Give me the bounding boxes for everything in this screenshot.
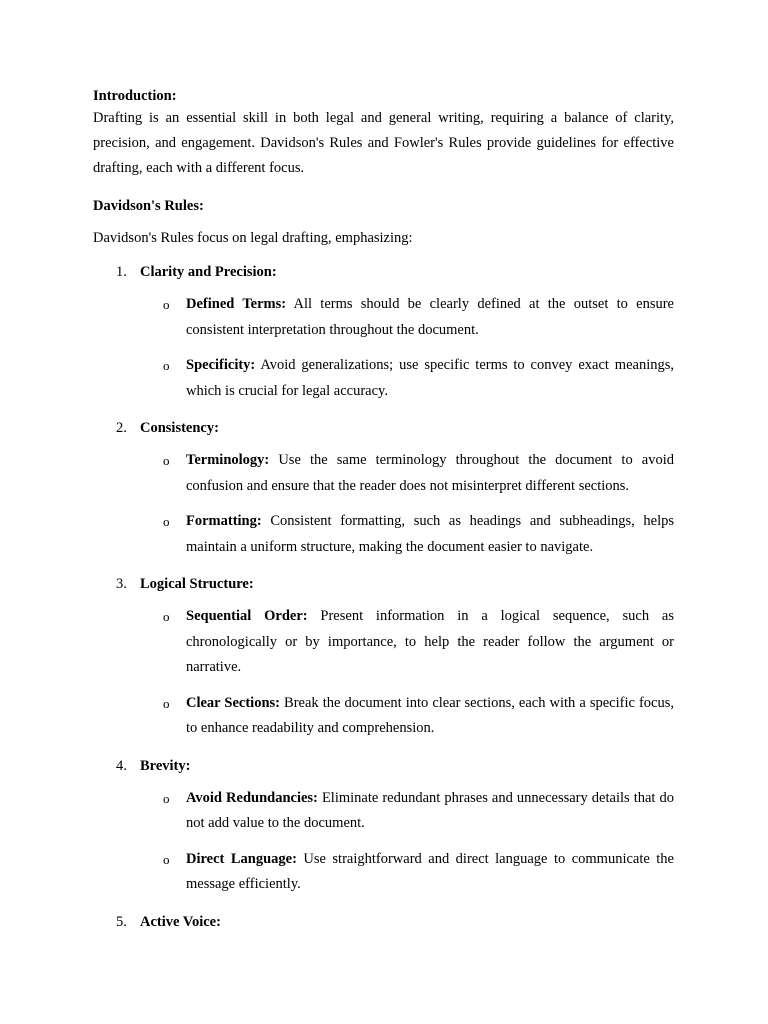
davidson-intro: Davidson's Rules focus on legal drafting, emphasizing: [93, 230, 413, 246]
sub-point-body: Break the document into clear sections, each with a specific focus, to enhance readability and comprehension. [186, 694, 674, 736]
sub-point [93, 691, 674, 742]
sub-point-body: Use straightforward and direct language to communicate the message efficiently. [186, 850, 674, 892]
rule-number: 3. [116, 576, 127, 592]
rule-title: Consistency: [140, 420, 219, 436]
sub-point-label: Direct Language: [186, 850, 297, 867]
bullet-icon: o [163, 695, 170, 711]
bullet-icon: o [163, 453, 170, 468]
sub-point [93, 847, 674, 898]
bullet-icon: o [163, 790, 170, 806]
rule-item [93, 756, 674, 898]
sub-point [93, 292, 674, 343]
sub-point-label: Defined Terms: [186, 296, 287, 312]
sub-point-label: Avoid Redundancies: [186, 789, 318, 806]
rule-item [93, 262, 674, 404]
intro-paragraph: Drafting is an essential skill in both legal and general writing, requiring a balance of clarity, precision, and engagement. Davidson's Rules and Fowler's Rules provide guidelines for effective drafting, each with a different focus. [93, 110, 674, 176]
sub-point-body: Use the same terminology throughout the document to avoid confusion and ensure that the reader does not misinterpret different sections. [186, 452, 674, 494]
sub-point-list [93, 604, 674, 742]
sub-point-text [186, 691, 674, 742]
rule-item [93, 418, 674, 560]
rule-title: Clarity and Precision: [140, 264, 277, 280]
sub-point-text [186, 847, 674, 898]
sub-point-body: Present information in a logical sequence, such as chronologically or by importance, to help the reader follow the argument or narrative. [186, 608, 674, 675]
sub-point-body: Eliminate redundant phrases and unnecessary details that do not add value to the document. [186, 789, 674, 831]
rule-title-row [93, 574, 674, 594]
sub-point [93, 604, 674, 681]
sub-point-body: Consistent formatting, such as headings and subheadings, helps maintain a uniform structure, making the document easier to navigate. [186, 513, 674, 555]
rule-title-row [93, 418, 674, 438]
davidson-rules-list [93, 262, 674, 932]
rule-item [93, 912, 674, 932]
rule-number: 2. [116, 420, 127, 436]
sub-point-list [93, 786, 674, 898]
rule-number: 1. [116, 264, 127, 280]
sub-point [93, 509, 674, 560]
rule-title: Active Voice: [140, 913, 221, 930]
sub-point-label: Formatting: [186, 513, 262, 529]
rule-title: Logical Structure: [140, 576, 254, 592]
bullet-icon: o [163, 609, 170, 624]
bullet-icon: o [163, 358, 170, 373]
davidson-heading: Davidson's Rules: [93, 198, 204, 214]
bullet-icon: o [163, 851, 170, 867]
sub-point-list [93, 448, 674, 560]
bullet-icon: o [163, 297, 170, 312]
intro-heading: Introduction: [93, 88, 177, 104]
rule-title-row [93, 912, 674, 932]
sub-point-label: Specificity: [186, 357, 256, 373]
document-page [93, 86, 674, 932]
sub-point-text [186, 509, 674, 560]
rule-title-row [93, 262, 674, 282]
sub-point-label: Clear Sections: [186, 694, 280, 711]
bullet-icon: o [163, 514, 170, 529]
rule-title: Brevity: [140, 757, 191, 774]
rule-number: 5. [116, 913, 127, 930]
sub-point-label: Terminology: [186, 452, 270, 468]
sub-point-text [186, 353, 674, 404]
sub-point-body: Avoid generalizations; use specific terms to convey exact meanings, which is crucial for legal accuracy. [186, 357, 674, 399]
sub-point-list [93, 292, 674, 404]
sub-point-text [186, 604, 674, 681]
sub-point-body: All terms should be clearly defined at the outset to ensure consistent interpretation throughout the document. [186, 296, 674, 338]
sub-point-text [186, 292, 674, 343]
rule-item [93, 574, 674, 742]
sub-point [93, 786, 674, 837]
sub-point-label: Sequential Order: [186, 608, 308, 624]
sub-point-text [186, 786, 674, 837]
sub-point [93, 353, 674, 404]
rule-number: 4. [116, 757, 127, 774]
rule-title-row [93, 756, 674, 776]
sub-point-text [186, 448, 674, 499]
sub-point [93, 448, 674, 499]
